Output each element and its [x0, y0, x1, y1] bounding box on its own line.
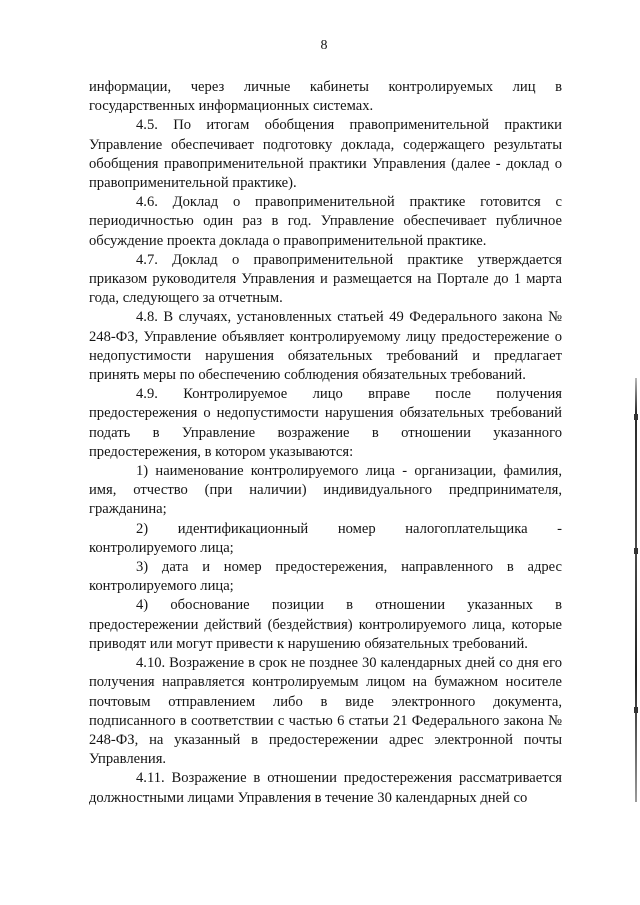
- document-body: [89, 78, 562, 808]
- paragraph-4-11: 4.11. Возражение в отношении предостережения рассматривается должностными лицами Управления в течение 30 календарных дней со: [89, 770, 562, 806]
- paragraph-4-9: 4.9. Контролируемое лицо вправе после получения предостережения о недопустимости нарушения обязательных требований подать в Управление возражение в отношении указанного предостережения, в котором указываются:: [89, 386, 562, 460]
- paragraph-4-8: 4.8. В случаях, установленных статьей 49 Федерального закона № 248-ФЗ, Управление объявляет контролируемому лицу предостережение о недопустимости нарушения обязательных требований и предлагает принять меры по обеспечению соблюдения обязательных требований.: [89, 309, 562, 384]
- paragraph-4-7: 4.7. Доклад о правоприменительной практике утверждается приказом руководителя Управления и размещается на Портале до 1 марта года, следующего за отчетным.: [89, 251, 562, 307]
- scan-edge-line: [635, 378, 637, 802]
- scan-edge-mark: [634, 707, 638, 713]
- list-item-2: 2) идентификационный номер налогоплательщика - контролируемого лица;: [89, 520, 562, 556]
- list-item-1: 1) наименование контролируемого лица - организации, фамилия, имя, отчество (при наличии) индивидуального предпринимателя, гражданина;: [89, 463, 562, 518]
- paragraph-4-6: 4.6. Доклад о правоприменительной практике готовится с периодичностью один раз в год. Управление обеспечивает публичное обсуждение проекта доклада о правоприменительной практике.: [89, 194, 562, 249]
- scan-edge-mark: [634, 414, 638, 420]
- scan-edge-mark: [634, 548, 638, 554]
- list-item-3: 3) дата и номер предостережения, направленного в адрес контролируемого лица;: [89, 559, 562, 595]
- page-number: 8: [320, 38, 328, 53]
- paragraph-continuation: информации, через личные кабинеты контролируемых лиц в государственных информационных системах.: [89, 79, 562, 115]
- list-item-4: 4) обоснование позиции в отношении указанных в предостережении действий (бездействия) контролируемого лица, которые приводят или могут привести к нарушению обязательных требований.: [89, 597, 562, 652]
- paragraph-4-10: 4.10. Возражение в срок не позднее 30 календарных дней со дня его получения направляется контролируемым лицом на бумажном носителе почтовым отправлением либо в виде электронного документа, подписанного в соответствии с частью 6 статьи 21 Федерального закона № 248-ФЗ, на указанный в предостережении адрес электронной почты Управления.: [89, 655, 562, 768]
- paragraph-4-5: 4.5. По итогам обобщения правоприменительной практики Управление обеспечивает подготовку доклада, содержащего результаты обобщения правоприменительной практики Управления (далее - доклад о правоприменительной практике).: [89, 117, 562, 192]
